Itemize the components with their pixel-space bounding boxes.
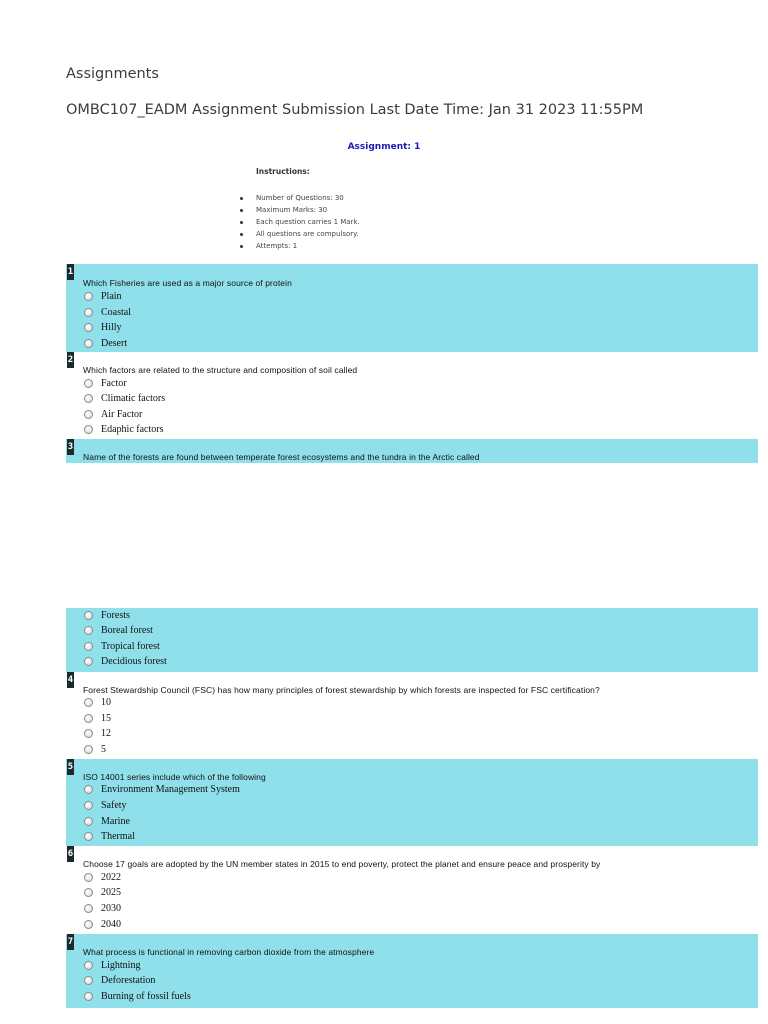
option-2040[interactable]	[84, 917, 121, 931]
option-safety[interactable]	[84, 798, 127, 812]
option-plain[interactable]	[84, 289, 122, 303]
option-hilly[interactable]	[84, 320, 122, 334]
option-label: 2022	[101, 871, 121, 883]
section-title: Assignments	[66, 66, 159, 82]
radio-button[interactable]	[84, 308, 93, 317]
instruction-item: Maximum Marks: 30	[240, 204, 360, 216]
instructions-title: Instructions:	[256, 167, 310, 176]
question-5	[66, 759, 758, 846]
option-2030[interactable]	[84, 901, 121, 915]
option-tropical-forest[interactable]	[84, 639, 160, 653]
option-label: Deforestation	[101, 974, 156, 986]
option-5[interactable]	[84, 742, 106, 756]
option-label: Factor	[101, 377, 127, 389]
option-label: Edaphic factors	[101, 423, 164, 435]
option-12[interactable]	[84, 726, 111, 740]
option-label: Environment Management System	[101, 783, 240, 795]
question-text: Forest Stewardship Council (FSC) has how many principles of forest stewardship by which forests are inspected for FSC certification?	[83, 685, 600, 695]
question-text: Choose 17 goals are adopted by the UN member states in 2015 to end poverty, protect the planet and ensure peace and prosperity by	[83, 859, 601, 869]
question-3-options	[66, 608, 758, 672]
option-label: 2025	[101, 886, 121, 898]
instructions-list	[240, 192, 360, 252]
instruction-item: All questions are compulsory.	[240, 228, 360, 240]
radio-button[interactable]	[84, 394, 93, 403]
option-label: Safety	[101, 799, 127, 811]
instruction-item: Attempts: 1	[240, 240, 360, 252]
option-10[interactable]	[84, 695, 111, 709]
question-number-badge: 7	[67, 934, 74, 950]
option-label: Plain	[101, 290, 122, 302]
radio-button[interactable]	[84, 920, 93, 929]
radio-button[interactable]	[84, 292, 93, 301]
instruction-item: Number of Questions: 30	[240, 192, 360, 204]
option-air-factor[interactable]	[84, 407, 142, 421]
radio-button[interactable]	[84, 888, 93, 897]
option-label: Tropical forest	[101, 640, 160, 652]
radio-button[interactable]	[84, 961, 93, 970]
radio-button[interactable]	[84, 642, 93, 651]
question-text: Name of the forests are found between temperate forest ecosystems and the tundra in the Arctic called	[83, 452, 480, 462]
instruction-item: Each question carries 1 Mark.	[240, 216, 360, 228]
question-number-badge: 3	[67, 439, 74, 455]
option-label: 12	[101, 727, 111, 739]
radio-button[interactable]	[84, 339, 93, 348]
option-label: 15	[101, 712, 111, 724]
option-marine[interactable]	[84, 814, 130, 828]
radio-button[interactable]	[84, 657, 93, 666]
option-label: 2030	[101, 902, 121, 914]
option-edaphic-factors[interactable]	[84, 422, 163, 436]
option-label: Climatic factors	[101, 392, 166, 404]
radio-button[interactable]	[84, 801, 93, 810]
option-2022[interactable]	[84, 870, 121, 884]
radio-button[interactable]	[84, 410, 93, 419]
question-text: Which Fisheries are used as a major source of protein	[83, 278, 292, 288]
question-number-badge: 2	[67, 352, 74, 368]
option-forests[interactable]	[84, 608, 130, 622]
option-deforestation[interactable]	[84, 973, 155, 987]
question-number-badge: 5	[67, 759, 74, 775]
radio-button[interactable]	[84, 729, 93, 738]
option-decidious-forest[interactable]	[84, 654, 167, 668]
radio-button[interactable]	[84, 745, 93, 754]
radio-button[interactable]	[84, 832, 93, 841]
option-thermal[interactable]	[84, 829, 135, 843]
question-text: What process is functional in removing carbon dioxide from the atmosphere	[83, 947, 375, 957]
question-2	[66, 352, 758, 439]
radio-button[interactable]	[84, 425, 93, 434]
option-label: 2040	[101, 918, 121, 930]
option-label: Hilly	[101, 321, 122, 333]
question-6	[66, 846, 758, 934]
option-climatic-factors[interactable]	[84, 391, 165, 405]
radio-button[interactable]	[84, 379, 93, 388]
option-desert[interactable]	[84, 336, 127, 350]
option-burning-of-fossil-fuels[interactable]	[84, 989, 191, 1003]
question-1	[66, 264, 758, 352]
question-7	[66, 934, 758, 1008]
option-label: Air Factor	[101, 408, 143, 420]
option-label: Marine	[101, 815, 130, 827]
option-boreal-forest[interactable]	[84, 623, 153, 637]
question-number-badge: 1	[67, 264, 74, 280]
radio-button[interactable]	[84, 698, 93, 707]
question-number-badge: 4	[67, 672, 74, 688]
radio-button[interactable]	[84, 873, 93, 882]
question-4	[66, 672, 758, 759]
question-3	[66, 439, 758, 463]
option-2025[interactable]	[84, 885, 121, 899]
option-label: 5	[101, 743, 106, 755]
option-label: Lightning	[101, 959, 141, 971]
radio-button[interactable]	[84, 817, 93, 826]
radio-button[interactable]	[84, 976, 93, 985]
option-label: Thermal	[101, 830, 135, 842]
option-label: Coastal	[101, 306, 131, 318]
assignment-header: OMBC107_EADM Assignment Submission Last Date Time: Jan 31 2023 11:55PM	[66, 102, 644, 118]
option-label: 10	[101, 696, 111, 708]
option-label: Boreal forest	[101, 624, 153, 636]
radio-button[interactable]	[84, 323, 93, 332]
radio-button[interactable]	[84, 714, 93, 723]
option-label: Burning of fossil fuels	[101, 990, 191, 1002]
radio-button[interactable]	[84, 611, 93, 620]
question-text: Which factors are related to the structure and composition of soil called	[83, 365, 358, 375]
question-text: ISO 14001 series include which of the following	[83, 772, 266, 782]
option-label: Forests	[101, 609, 130, 621]
option-lightning[interactable]	[84, 958, 140, 972]
radio-button[interactable]	[84, 904, 93, 913]
question-number-badge: 6	[67, 846, 74, 862]
assignment-title: Assignment: 1	[347, 142, 421, 152]
option-environment-management-system[interactable]	[84, 782, 240, 796]
option-label: Desert	[101, 337, 128, 349]
option-factor[interactable]	[84, 376, 127, 390]
radio-button[interactable]	[84, 992, 93, 1001]
radio-button[interactable]	[84, 785, 93, 794]
radio-button[interactable]	[84, 626, 93, 635]
option-15[interactable]	[84, 711, 111, 725]
option-coastal[interactable]	[84, 305, 131, 319]
option-label: Decidious forest	[101, 655, 167, 667]
